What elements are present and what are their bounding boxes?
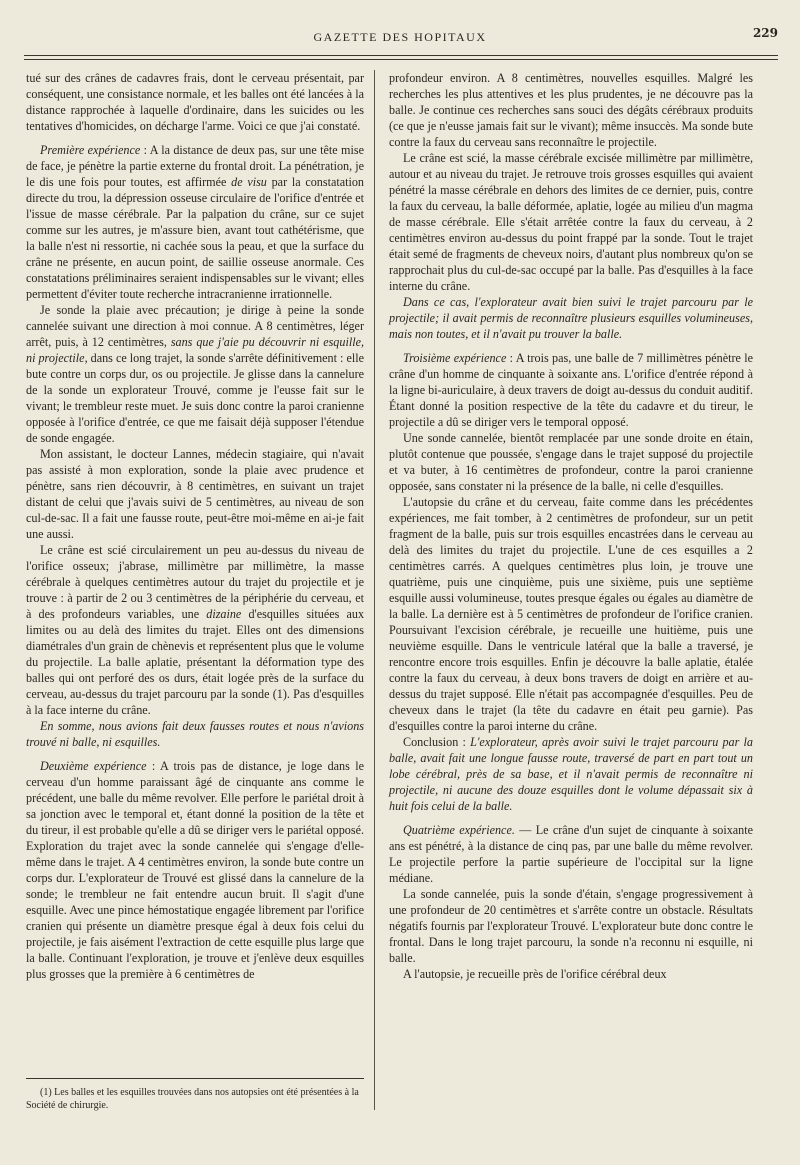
paragraph: La sonde cannelée, puis la sonde d'étain, s'engage progressivement à une profondeur de 20 centimètres et s'arrête contre un obstacle. Résultats négatifs fournis par l'explorateur Trouvé. L'explorateur bute donc contre le frontal. Dans le long trajet parcouru, la sonde n'a reconnu ni esquille, ni balle. <box>389 887 753 965</box>
footnote: (1) Les balles et les esquilles trouvées dans nos autopsies ont été présentées à la Société de chirurgie. <box>26 1087 359 1111</box>
paragraph: profondeur environ. A 8 centimètres, nouvelles esquilles. Malgré les recherches les plus attentives et les plus prudentes, je ne découvre pas la balle. Je continue ces recherches sans souci des dégâts cérébraux produits (ce que je n'eusse jamais fait sur le vivant); même insuccès. Ma sonde bute contre la faux du cerveau sans reconnaître le projectile. <box>389 71 753 149</box>
paragraph: Je sonde la plaie avec précaution; je dirige à peine la sonde cannelée suivant une direction à moi connue. A 8 centimètres, léger arrêt, puis, à 12 centimètres, sans que j'aie pu découvrir ni esquille, ni projectile, dans ce long trajet, la sonde s'arrête définitivement : elle bute contre un corps dur, os ou projectile. Je glisse dans la cannelure de la sonde un explorateur Trouvé, comme je l'eusse fait sur le vivant; le trembleur reste muet. Je suis donc contre la paroi cranienne opposée à l'orifice d'entrée, ce que me faisait déjà supposer l'étendue de sonde engagée. <box>26 303 364 445</box>
paragraph: Une sonde cannelée, bientôt remplacée par une sonde droite en étain, plutôt contenue que poussée, s'engage dans le trajet supposé du projectile et va buter, à 16 centimètres de profondeur, contre la paroi cranienne opposée, sans constater ni la présence de la balle, ni celle d'esquilles. <box>389 431 753 493</box>
running-title: GAZETTE DES HOPITAUX <box>313 30 487 44</box>
experiment-label: Première expérience <box>40 143 141 157</box>
paragraph: Conclusion : L'explorateur, après avoir suivi le trajet parcouru par la balle, avait fait une longue fausse route, traversé de part en part tout un lobe cérébral, près de sa base, et il n'avait permis de reconnaître ni projectile, ni aucune des douze esquilles dont le volume dépassait six à huit fois celui de la balle. <box>389 735 753 813</box>
paragraph: Le crâne est scié circulairement un peu au-dessus du niveau de l'orifice osseux; j'abrase, millimètre par millimètre, la masse cérébrale à quelques centimètres autour du trajet du projectile et je trouve : à partir de 2 ou 3 centimètres de la périphérie du cerveau, et à des profondeurs variables, une dizaine d'esquilles situées aux limites ou au delà des limites du trajet. Elles ont des dimensions diamétrales d'un grain de chènevis et représentent plus que le volume du projectile. La balle aplatie, présentant la déformation type des balles qui ont perforé des os durs, était logée près de la surface du cerveau, au-dessus du trajet parcouru par la sonde (1). Pas d'esquilles à la face interne du crâne. <box>26 543 365 717</box>
page-header <box>20 26 780 48</box>
header-rule-thin <box>24 59 778 60</box>
paragraph: Dans ce cas, l'explorateur avait bien suivi le trajet parcouru par le projectile; il avait permis de reconnaître plusieurs esquilles volumineuses, mais non toutes, et il n'avait pu trouver la balle. <box>389 295 753 341</box>
page-number: 229 <box>752 26 778 40</box>
experiment-label: Quatrième expérience. <box>403 823 515 837</box>
paragraph: Première expérience : A la distance de deux pas, sur une tête mise de face, je pénètre la partie externe du frontal droit. La pénétration, je le dis une fois pour toutes, est affirmée de visu par la constatation directe du trou, la dépression osseuse circulaire de l'orifice d'entrée et l'issue de masse cérébrale. Par la palpation du crâne, sur ce sujet comme sur les autres, je m'assure bien, avant tout cathétérisme, que la balle n'est ni ressortie, ni cachée sous la peau, et que la surface du crâne ne présente, en aucun point, de saillie osseuse anormale. Ces constatations préliminaires seraient indispensables sur le vivant; elles permettent d'éviter toute recherche intracranienne irrationnelle. <box>26 143 364 301</box>
paragraph: A l'autopsie, je recueille près de l'orifice cérébral deux <box>403 967 667 981</box>
column-divider <box>374 70 375 1110</box>
paragraph: Quatrième expérience. — Le crâne d'un sujet de cinquante à soixante ans est pénétré, à la distance de cinq pas, par une balle du même revolver. Le projectile perfore la partie supérieure de l'occipital sur la ligne médiane. <box>389 823 753 885</box>
paragraph: Deuxième expérience : A trois pas de distance, je loge dans le cerveau d'un homme paraissant âgé de cinquante ans comme le précédent, une balle du même revolver. Elle perfore le pariétal droit à sa jonction avec le temporal et, étant donné la position de la tête et du tireur, il est probable qu'elle a dû se diriger vers le pariétal opposé. Exploration du trajet avec la sonde cannelée qui s'engage d'elle-même dans le trajet. A 4 centimètres environ, la sonde bute contre un corps dur. L'explorateur de Trouvé est glissé dans la cannelure de la sonde; le trembleur ne fait entendre aucun bruit. Il s'agit d'une esquille. Avec une pince hémostatique engagée librement par l'orifice cranien qui présente un diamètre presque égal à deux fois celui du projectile, je fais aisément l'extraction de cette esquille plus large que la balle. Continuant l'exploration, je trouve et j'enlève deux esquilles plus grosses que la première à 6 centimètres de <box>26 759 365 981</box>
paragraph: En somme, nous avions fait deux fausses routes et nous n'avions trouvé ni balle, ni esquilles. <box>26 719 364 749</box>
footnote-rule <box>26 1078 364 1079</box>
experiment-label: Deuxième expérience <box>40 759 147 773</box>
right-column <box>389 70 753 982</box>
left-column <box>26 70 364 982</box>
paragraph: Mon assistant, le docteur Lannes, médecin stagiaire, qui n'avait pas assisté à mon exploration, sonde la plaie avec prudence et pénètre, sans rien découvrir, à 8 centimètres, en suivant un trajet distant de celui que j'avais suivi de 5 centimètres, au niveau de son cul-de-sac. Il a fait une fausse route, peut-être moi-même en ai-je fait une aussi. <box>26 447 364 541</box>
header-rule-thick <box>24 55 778 56</box>
paragraph: Le crâne est scié, la masse cérébrale excisée millimètre par millimètre, autour et au niveau du trajet. Je retrouve trois grosses esquilles qui avaient pénétré la masse cérébrale en dehors des limites de ce dernier, puis, contre la faux du cerveau, la balle déformée, aplatie, logée au milieu d'un magma de masse cérébrale. Elle s'était arrêtée contre la faux du cerveau, à 2 centimètres environ au-dessus du point frappé par la sonde. Tout le trajet était semé de fragments de cheveux noirs, d'autant plus nombreux qu'on se rapprochait plus du cul-de-sac occupé par la balle. Pas d'esquilles à la face interne du crâne. <box>389 151 753 293</box>
paragraph: Troisième expérience : A trois pas, une balle de 7 millimètres pénètre le crâne d'un homme de cinquante à soixante ans. L'orifice d'entrée répond à la ligne bi-auriculaire, à deux travers de doigt au-dessus du conduit auditif. Étant donné la position respective de la tête du cadavre et du tireur, le projectile a dû se diriger vers le temporal opposé. <box>389 351 753 429</box>
experiment-label: Troisième expérience <box>403 351 507 365</box>
paragraph: L'autopsie du crâne et du cerveau, faite comme dans les précédentes expériences, me fait tomber, à 2 centimètres de profondeur, sur un petit fragment de la balle, puis sur trois esquilles encastrées dans le cerveau au delà des limites du trajet du projectile. L'une de ces esquilles a 2 centimètres carrés. A quelques centimètres plus loin, je trouve une quatrième, puis une cinquième, puis une sixième, puis une septième esquille aussi volumineuse, toutes presque égales ou égales au diamètre de la balle. La dernière est à 5 centimètres de profondeur de l'orifice cranien. Poursuivant l'excision cérébrale, je recueille une huitième, puis une neuvième esquille. Dans le ventricule latéral que la balle a traversé, je rencontre encore trois esquilles. Enfin je découvre la balle aplatie, étalée contre la faux du cerveau, à deux bons travers de doigt en arrière et au-dessus du trajet supposé. Elle n'était pas accompagnée d'esquilles. Peu de cheveux dans le trajet (la tête du cadavre en était peu garnie). Pas d'esquilles contre la paroi interne du crâne. <box>389 495 753 733</box>
paragraph: tué sur des crânes de cadavres frais, dont le cerveau présentait, par conséquent, une consistance normale, et les balles ont été lancées à la distance rapprochée à laquelle d'ordinaire, dans les suicides ou les tentatives d'homicides, on décharge l'arme. Voici ce que j'ai constaté. <box>26 71 364 133</box>
